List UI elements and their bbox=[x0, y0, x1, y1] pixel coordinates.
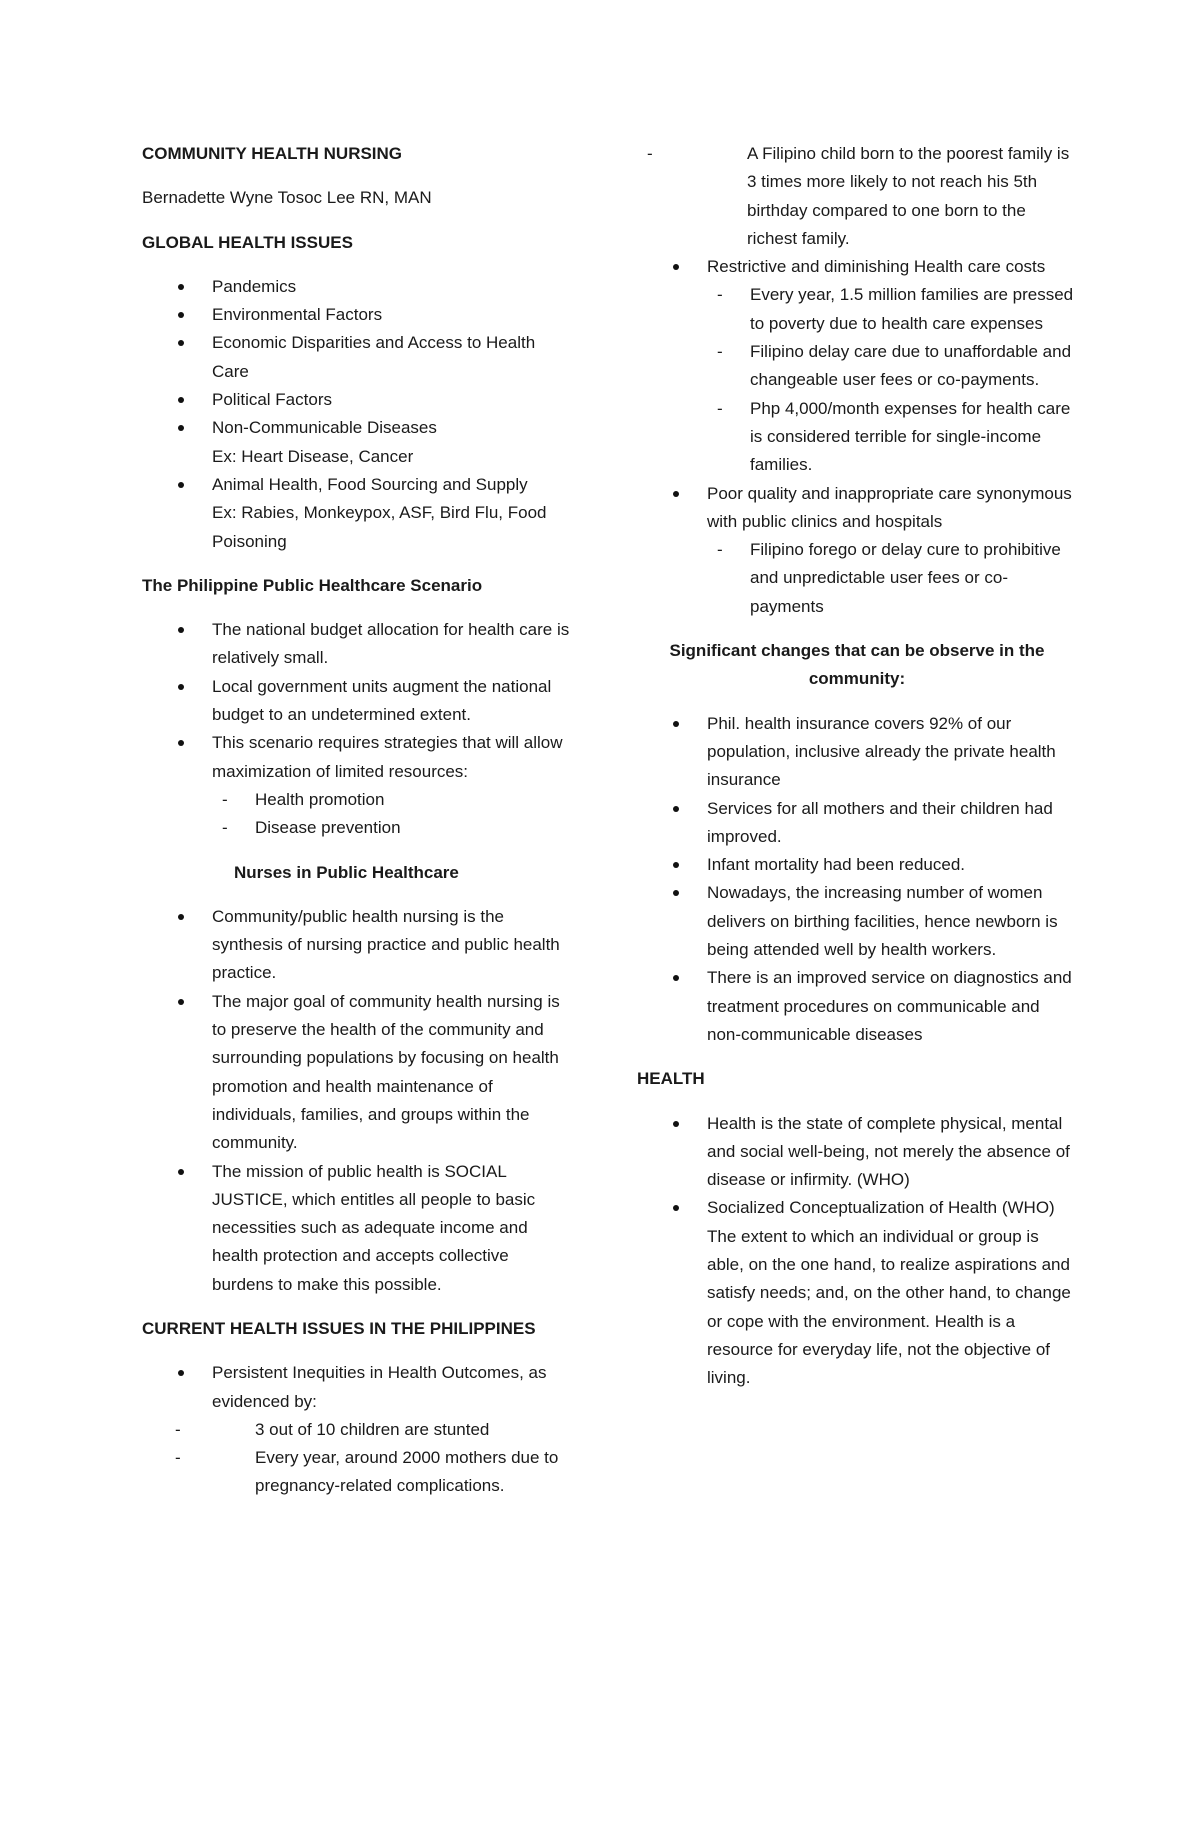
right-column bbox=[637, 140, 1077, 1392]
list-item-text: Animal Health, Food Sourcing and Supply bbox=[212, 474, 528, 494]
current-issues-list bbox=[142, 1359, 572, 1500]
nurses-heading: Nurses in Public Healthcare bbox=[234, 862, 459, 882]
sub-item: - Php 4,000/month expenses for health care is considered terrible for single-income families. bbox=[707, 395, 1077, 480]
costs-list bbox=[637, 253, 1077, 621]
list-item: Phil. health insurance covers 92% of our population, inclusive already the private health insurance bbox=[637, 710, 1077, 795]
changes-list bbox=[637, 710, 1077, 1050]
list-item: Political Factors bbox=[142, 386, 572, 414]
sub-item: - A Filipino child born to the poorest family is 3 times more likely to not reach his 5th birthday compared to one born to the richest family. bbox=[637, 140, 1077, 253]
sub-list bbox=[212, 786, 572, 843]
health-definition: The extent to which an individual or group is able, on the one hand, to realize aspirations and satisfy needs; and, on the other hand, to change or cope with the environment. Health is a resource for everyday life, not the objective of living. bbox=[707, 1226, 1071, 1388]
list-item bbox=[637, 480, 1077, 621]
left-column bbox=[142, 140, 572, 1501]
list-item: The mission of public health is SOCIAL JUSTICE, which entitles all people to basic necessities such as adequate income and health protection and accepts collective burdens to make this possible. bbox=[142, 1158, 572, 1299]
list-item-text: This scenario requires strategies that will allow maximization of limited resources: bbox=[212, 733, 563, 781]
sub-item: - Every year, around 2000 mothers due to pregnancy-related complications. bbox=[165, 1444, 572, 1501]
list-item: Local government units augment the national budget to an undetermined extent. bbox=[142, 673, 572, 730]
list-item: Services for all mothers and their children had improved. bbox=[637, 795, 1077, 852]
list-item-example: Ex: Heart Disease, Cancer bbox=[212, 446, 414, 466]
list-item-text: Socialized Conceptualization of Health (WHO) bbox=[707, 1198, 1055, 1218]
list-item: The national budget allocation for health care is relatively small. bbox=[142, 616, 572, 673]
sub-item: - Filipino forego or delay cure to prohibitive and unpredictable user fees or co-payments bbox=[707, 536, 1077, 621]
sub-item: - Health promotion bbox=[212, 786, 572, 814]
changes-heading: Significant changes that can be observe in the community: bbox=[669, 641, 1045, 689]
list-item: Nowadays, the increasing number of women delivers on birthing facilities, hence newborn is being attended well by health workers. bbox=[637, 879, 1077, 964]
list-item: There is an improved service on diagnostics and treatment procedures on communicable and non-communicable diseases bbox=[637, 964, 1077, 1049]
list-item: Pandemics bbox=[142, 273, 572, 301]
sub-list bbox=[707, 281, 1077, 479]
list-item: Community/public health nursing is the synthesis of nursing practice and public health practice. bbox=[142, 903, 572, 988]
author-line: Bernadette Wyne Tosoc Lee RN, MAN bbox=[142, 188, 432, 208]
global-health-heading: GLOBAL HEALTH ISSUES bbox=[142, 232, 353, 252]
list-item: Environmental Factors bbox=[142, 301, 572, 329]
sub-list bbox=[707, 536, 1077, 621]
current-issues-heading: CURRENT HEALTH ISSUES IN THE PHILIPPINES bbox=[142, 1318, 536, 1338]
list-item: Economic Disparities and Access to Health Care bbox=[142, 329, 572, 386]
document-title: COMMUNITY HEALTH NURSING bbox=[142, 144, 403, 163]
list-item bbox=[637, 253, 1077, 479]
scenario-heading: The Philippine Public Healthcare Scenario bbox=[142, 575, 483, 595]
list-item-text: Non-Communicable Diseases bbox=[212, 418, 437, 438]
continued-sub-list bbox=[637, 140, 1077, 253]
list-item bbox=[142, 471, 572, 556]
sub-item: - Filipino delay care due to unaffordable and changeable user fees or co-payments. bbox=[707, 338, 1077, 395]
list-item: The major goal of community health nursing is to preserve the health of the community and surrounding populations by focusing on health promotion and health maintenance of individuals, families, and groups within the community. bbox=[142, 988, 572, 1158]
list-item bbox=[142, 1359, 572, 1500]
sub-list bbox=[165, 1416, 572, 1501]
sub-item: - Disease prevention bbox=[212, 814, 572, 842]
sub-item: - Every year, 1.5 million families are pressed to poverty due to health care expenses bbox=[707, 281, 1077, 338]
list-item-text: Restrictive and diminishing Health care costs bbox=[707, 257, 1046, 277]
list-item-text: Persistent Inequities in Health Outcomes, as evidenced by: bbox=[212, 1363, 547, 1411]
list-item bbox=[637, 1194, 1077, 1392]
health-heading: HEALTH bbox=[637, 1069, 705, 1089]
list-item-text: Poor quality and inappropriate care synonymous with public clinics and hospitals bbox=[707, 483, 1072, 531]
list-item bbox=[142, 414, 572, 471]
health-list bbox=[637, 1110, 1077, 1393]
nurses-list bbox=[142, 903, 572, 1299]
list-item: Health is the state of complete physical, mental and social well-being, not merely the absence of disease or infirmity. (WHO) bbox=[637, 1110, 1077, 1195]
global-health-list bbox=[142, 273, 572, 556]
list-item bbox=[142, 729, 572, 842]
list-item-example: Ex: Rabies, Monkeypox, ASF, Bird Flu, Food Poisoning bbox=[212, 503, 547, 551]
list-item: Infant mortality had been reduced. bbox=[637, 851, 1077, 879]
sub-item: - 3 out of 10 children are stunted bbox=[165, 1416, 572, 1444]
scenario-list bbox=[142, 616, 572, 842]
